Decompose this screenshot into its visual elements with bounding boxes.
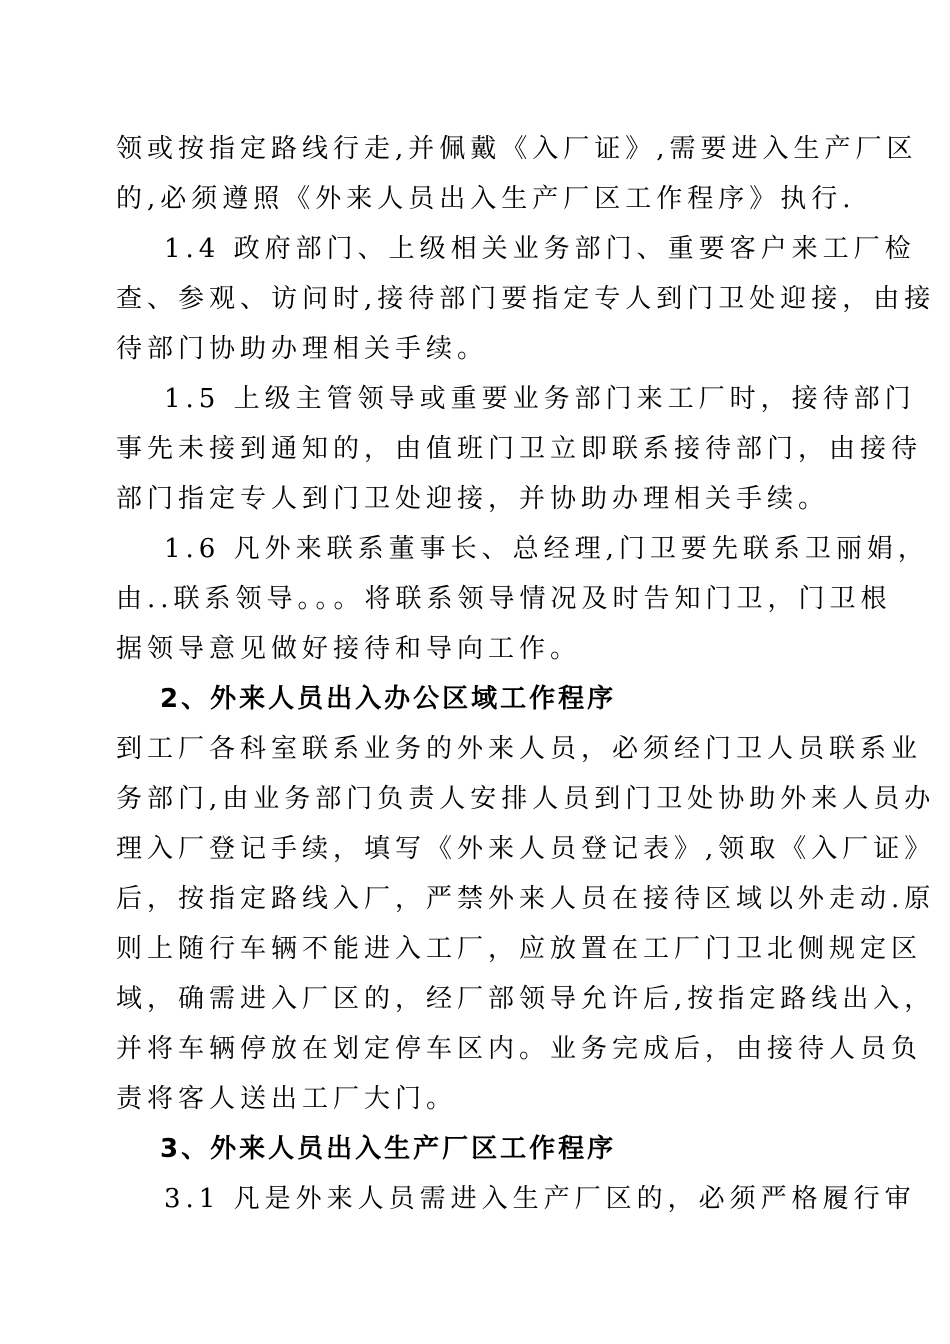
section-heading-3: 3、外来人员出入生产厂区工作程序 [160, 1134, 617, 1164]
paragraph-1-4-start: 1.4 政府部门、上级相关业务部门、重要客户来工厂检 [164, 234, 916, 264]
text-line: 后，按指定路线入厂，严禁外来人员在接待区域以外走动.原 [116, 884, 936, 914]
text-line: 则上随行车辆不能进入工厂，应放置在工厂门卫北侧规定区 [116, 934, 923, 964]
text-line: 并将车辆停放在划定停车区内。业务完成后，由接待人员负 [116, 1034, 923, 1064]
text-line: 理入厂登记手续，填写《外来人员登记表》,领取《入厂证》 [116, 834, 936, 864]
text-line: 的,必须遵照《外来人员出入生产厂区工作程序》执行. [116, 184, 856, 214]
text-line: 域，确需进入厂区的，经厂部领导允许后,按指定路线出入， [116, 984, 936, 1014]
text-line: 由..联系领导。。。将联系领导情况及时告知门卫，门卫根 [116, 584, 892, 614]
text-line: 领或按指定路线行走,并佩戴《入厂证》,需要进入生产厂区 [116, 134, 918, 164]
text-line: 务部门,由业务部门负责人安排人员到门卫处协助外来人员办 [116, 784, 936, 814]
text-line: 据领导意见做好接待和导向工作。 [116, 634, 582, 664]
text-line: 待部门协助办理相关手续。 [116, 334, 489, 364]
paragraph-1-6-start: 1.6 凡外来联系董事长、总经理,门卫要先联系卫丽娟， [164, 534, 929, 564]
text-line: 事先未接到通知的，由值班门卫立即联系接待部门，由接待 [116, 434, 923, 464]
paragraph-1-5-start: 1.5 上级主管领导或重要业务部门来工厂时，接待部门 [164, 384, 916, 414]
paragraph-3-1-start: 3.1 凡是外来人员需进入生产厂区的，必须严格履行审 [164, 1184, 916, 1214]
text-line: 到工厂各科室联系业务的外来人员，必须经门卫人员联系业 [116, 734, 923, 764]
text-line: 部门指定专人到门卫处迎接，并协助办理相关手续。 [116, 484, 830, 514]
section-heading-2: 2、外来人员出入办公区域工作程序 [160, 684, 617, 714]
text-line: 责将客人送出工厂大门。 [116, 1084, 458, 1114]
text-line: 查、参观、访问时,接待部门要指定专人到门卫处迎接，由接 [116, 284, 936, 314]
